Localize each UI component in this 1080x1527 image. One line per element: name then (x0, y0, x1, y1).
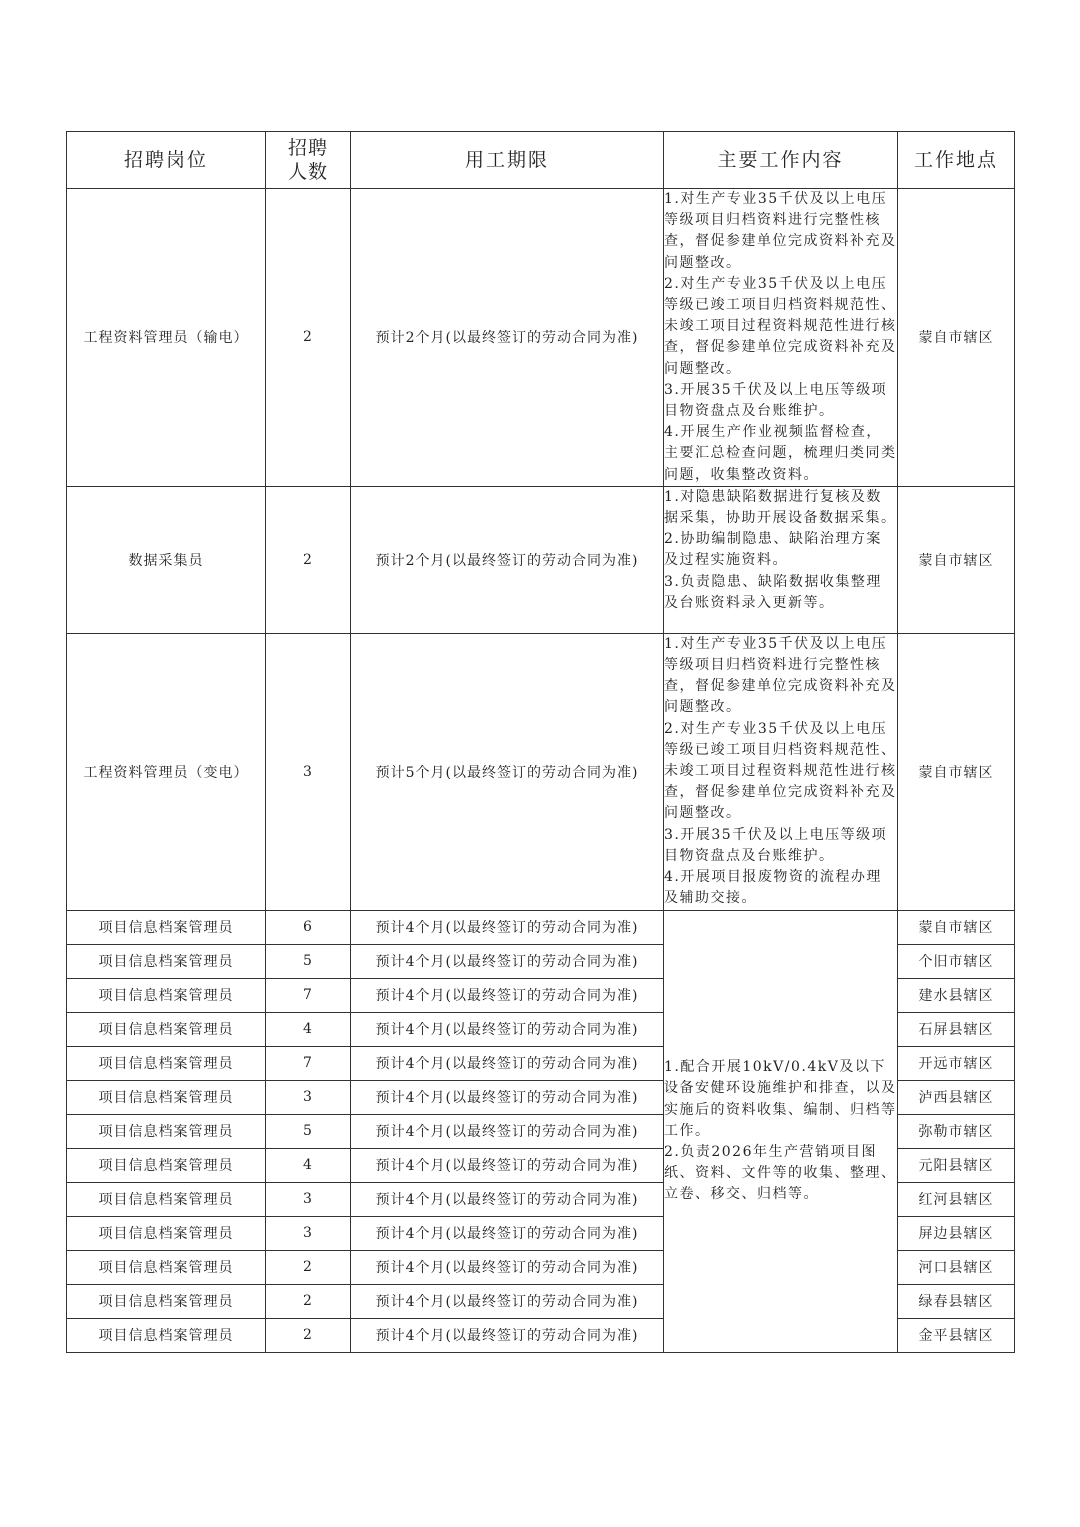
content-item: 1.对隐患缺陷数据进行复核及数据采集，协助开展设备数据采集。 (664, 488, 897, 527)
cell-count: 2 (266, 1250, 351, 1284)
cell-position: 项目信息档案管理员 (67, 1046, 266, 1080)
cell-period: 预计2个月(以最终签订的劳动合同为准) (351, 189, 664, 487)
cell-location: 蒙自市辖区 (898, 486, 1015, 633)
cell-position: 项目信息档案管理员 (67, 1250, 266, 1284)
cell-period: 预计4个月(以最终签订的劳动合同为准) (351, 1080, 664, 1114)
content-item: 3.负责隐患、缺陷数据收集整理及台账资料录入更新等。 (664, 573, 882, 611)
cell-position: 项目信息档案管理员 (67, 944, 266, 978)
recruitment-table (66, 131, 1015, 1353)
cell-location: 蒙自市辖区 (898, 910, 1015, 944)
cell-period: 预计4个月(以最终签订的劳动合同为准) (351, 1046, 664, 1080)
cell-period: 预计2个月(以最终签订的劳动合同为准) (351, 486, 664, 633)
cell-count: 3 (266, 1216, 351, 1250)
cell-content (664, 486, 898, 633)
cell-period: 预计4个月(以最终签订的劳动合同为准) (351, 910, 664, 944)
cell-period: 预计4个月(以最终签订的劳动合同为准) (351, 1012, 664, 1046)
content-item: 1.对生产专业35千伏及以上电压等级项目归档资料进行完整性核查，督促参建单位完成资料补充及问题整改。 (664, 635, 897, 716)
header-count-text: 招聘人数 (287, 137, 328, 183)
cell-period: 预计4个月(以最终签订的劳动合同为准) (351, 1216, 664, 1250)
cell-location: 元阳县辖区 (898, 1148, 1015, 1182)
cell-location: 泸西县辖区 (898, 1080, 1015, 1114)
cell-count: 4 (266, 1148, 351, 1182)
cell-period: 预计4个月(以最终签订的劳动合同为准) (351, 1284, 664, 1318)
cell-position: 项目信息档案管理员 (67, 978, 266, 1012)
cell-count: 2 (266, 1318, 351, 1352)
cell-position: 工程资料管理员（变电） (67, 633, 266, 910)
header-location: 工作地点 (898, 132, 1015, 189)
cell-content (664, 189, 898, 487)
content-item: 3.开展35千伏及以上电压等级项目物资盘点及台账维护。 (664, 826, 888, 864)
cell-position: 项目信息档案管理员 (67, 1182, 266, 1216)
cell-count: 2 (266, 1284, 351, 1318)
cell-location: 石屏县辖区 (898, 1012, 1015, 1046)
header-position: 招聘岗位 (67, 132, 266, 189)
content-item: 1.配合开展10kV/0.4kV及以下设备安健环设施维护和排查，以及实施后的资料收集、编制、归档等工作。 (664, 1059, 897, 1139)
cell-position: 项目信息档案管理员 (67, 1114, 266, 1148)
cell-position: 项目信息档案管理员 (67, 910, 266, 944)
cell-location: 开远市辖区 (898, 1046, 1015, 1080)
cell-count: 7 (266, 978, 351, 1012)
cell-location: 建水县辖区 (898, 978, 1015, 1012)
table-row (67, 189, 1015, 487)
content-item: 2.负责2026年生产营销项目图纸、资料、文件等的收集、整理、立卷、移交、归档等。 (664, 1143, 897, 1203)
content-item: 4.开展项目报废物资的流程办理及辅助交接。 (664, 869, 882, 907)
cell-period: 预计4个月(以最终签订的劳动合同为准) (351, 1148, 664, 1182)
table-row (67, 910, 1015, 944)
content-item: 2.协助编制隐患、缺陷治理方案及过程实施资料。 (664, 531, 882, 569)
table-row (67, 486, 1015, 633)
cell-location: 个旧市辖区 (898, 944, 1015, 978)
cell-position: 项目信息档案管理员 (67, 1148, 266, 1182)
cell-location: 金平县辖区 (898, 1318, 1015, 1352)
cell-count: 3 (266, 633, 351, 910)
cell-position: 项目信息档案管理员 (67, 1284, 266, 1318)
cell-location: 河口县辖区 (898, 1250, 1015, 1284)
cell-count: 2 (266, 486, 351, 633)
cell-location: 蒙自市辖区 (898, 633, 1015, 910)
cell-period: 预计4个月(以最终签订的劳动合同为准) (351, 1250, 664, 1284)
cell-location: 弥勒市辖区 (898, 1114, 1015, 1148)
content-item: 4.开展生产作业视频监督检查，主要汇总检查问题，梳理归类同类问题，收集整改资料。 (664, 424, 897, 483)
cell-content (664, 633, 898, 910)
cell-count: 4 (266, 1012, 351, 1046)
cell-count: 3 (266, 1080, 351, 1114)
cell-count: 5 (266, 944, 351, 978)
cell-location: 屏边县辖区 (898, 1216, 1015, 1250)
content-item: 2.对生产专业35千伏及以上电压等级已竣工项目归档资料规范性、未竣工项目过程资料规范性进行核查，督促参建单位完成资料补充及问题整改。 (664, 720, 897, 822)
cell-location: 蒙自市辖区 (898, 189, 1015, 487)
cell-content-merged (664, 910, 898, 1352)
cell-count: 7 (266, 1046, 351, 1080)
cell-period: 预计4个月(以最终签订的劳动合同为准) (351, 978, 664, 1012)
cell-count: 2 (266, 189, 351, 487)
content-item: 2.对生产专业35千伏及以上电压等级已竣工项目归档资料规范性、未竣工项目过程资料规范性进行核查，督促参建单位完成资料补充及问题整改。 (664, 275, 897, 377)
cell-period: 预计4个月(以最终签订的劳动合同为准) (351, 1318, 664, 1352)
cell-location: 绿春县辖区 (898, 1284, 1015, 1318)
cell-count: 3 (266, 1182, 351, 1216)
content-item: 3.开展35千伏及以上电压等级项目物资盘点及台账维护。 (664, 381, 888, 420)
cell-position: 工程资料管理员（输电） (67, 189, 266, 487)
header-content: 主要工作内容 (664, 132, 898, 189)
cell-position: 项目信息档案管理员 (67, 1216, 266, 1250)
cell-period: 预计5个月(以最终签订的劳动合同为准) (351, 633, 664, 910)
cell-location: 红河县辖区 (898, 1182, 1015, 1216)
table-header-row (67, 132, 1015, 189)
header-count (266, 132, 351, 189)
cell-period: 预计4个月(以最终签订的劳动合同为准) (351, 1114, 664, 1148)
cell-position: 项目信息档案管理员 (67, 1012, 266, 1046)
cell-count: 6 (266, 910, 351, 944)
table-row (67, 633, 1015, 910)
cell-period: 预计4个月(以最终签订的劳动合同为准) (351, 944, 664, 978)
cell-position: 数据采集员 (67, 486, 266, 633)
content-item: 1.对生产专业35千伏及以上电压等级项目归档资料进行完整性核查，督促参建单位完成资料补充及问题整改。 (664, 191, 897, 271)
cell-position: 项目信息档案管理员 (67, 1318, 266, 1352)
cell-period: 预计4个月(以最终签订的劳动合同为准) (351, 1182, 664, 1216)
header-period: 用工期限 (351, 132, 664, 189)
cell-position: 项目信息档案管理员 (67, 1080, 266, 1114)
cell-count: 5 (266, 1114, 351, 1148)
